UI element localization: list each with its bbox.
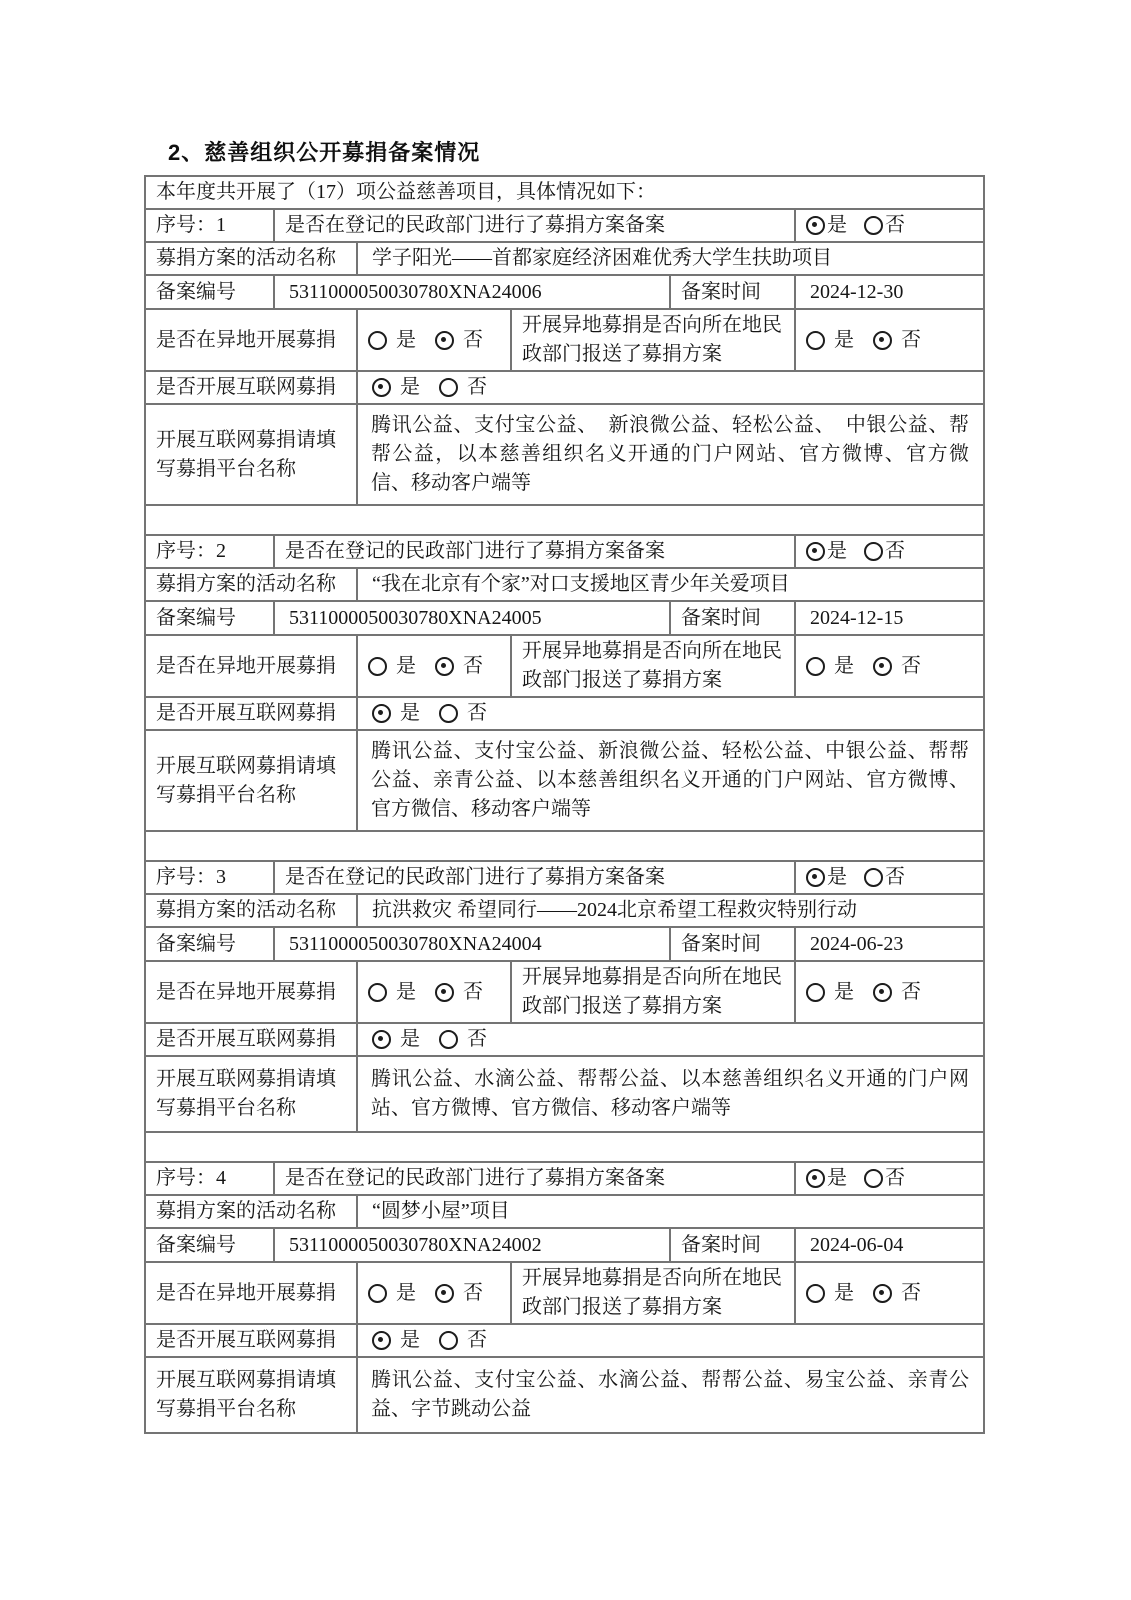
offsite-radio-group: [358, 1263, 512, 1325]
report-radio-yes: [806, 326, 854, 355]
record-block: [146, 536, 985, 862]
fundraising-filing-table: [144, 175, 985, 1434]
radio-yes-icon: [372, 378, 391, 397]
radio-no-icon: [435, 331, 454, 350]
seq-row: [146, 210, 985, 243]
offsite-label-cell: 是否在异地开展募捐: [146, 962, 358, 1024]
spacer-cell: [146, 832, 985, 862]
offsite-radio-group: [358, 310, 512, 372]
internet-radio-yes: [372, 1326, 420, 1355]
radio-no-label: 否: [901, 1281, 921, 1304]
platform-row: [146, 1057, 985, 1133]
activity-row: [146, 243, 985, 276]
internet-radio-no: [439, 1326, 487, 1355]
filed-radio-group: [796, 1163, 985, 1196]
radio-no-icon: [439, 704, 458, 723]
radio-yes-icon: [806, 1284, 825, 1303]
platform-names-text: 腾讯公益、支付宝公益、 新浪微公益、轻松公益、 中银公益、帮帮公益，以本慈善组织名义开通的门户网站、官方微博、官方微信、移动客户端等: [371, 414, 969, 494]
radio-yes-icon: [368, 983, 387, 1002]
seq-row: [146, 862, 985, 895]
offsite-label-cell: 是否在异地开展募捐: [146, 1263, 358, 1325]
record-block: [146, 1163, 985, 1434]
seq-row: [146, 536, 985, 569]
radio-yes-icon: [368, 1284, 387, 1303]
record-time-value-cell: 2024-12-30: [796, 276, 985, 310]
seq-cell: 序号：4: [146, 1163, 275, 1196]
platform-names-cell: [358, 405, 985, 506]
intro-text: 本年度共开展了（17）项公益慈善项目，具体情况如下：: [146, 177, 985, 210]
offsite-radio-group: [358, 636, 512, 698]
offsite-radio-yes: [368, 652, 416, 681]
activity-name-cell: “我在北京有个家”对口支援地区青少年关爱项目: [358, 569, 985, 602]
radio-no-label: 否: [467, 1329, 487, 1351]
activity-row: [146, 895, 985, 928]
internet-radio-yes: [372, 1025, 420, 1054]
record-no-row: [146, 276, 985, 310]
radio-no-icon: [864, 216, 883, 235]
offsite-radio-yes: [368, 326, 416, 355]
section-title: 2、慈善组织公开募捐备案情况: [168, 140, 481, 165]
radio-yes-icon: [806, 983, 825, 1002]
seq-cell: 序号：3: [146, 862, 275, 895]
record-no-row: [146, 1229, 985, 1263]
offsite-report-question-cell: 开展异地募捐是否向所在地民政部门报送了募捐方案: [512, 636, 796, 698]
radio-yes-icon: [806, 868, 825, 887]
record-no-label-cell: 备案编号: [146, 276, 275, 310]
radio-yes-icon: [806, 1169, 825, 1188]
offsite-report-question-cell: 开展异地募捐是否向所在地民政部门报送了募捐方案: [512, 962, 796, 1024]
activity-name-cell: 抗洪救灾 希望同行——2024北京希望工程救灾特别行动: [358, 895, 985, 928]
offsite-radio-group: [358, 962, 512, 1024]
record-no-row: [146, 928, 985, 962]
offsite-report-radio-group: [796, 1263, 985, 1325]
offsite-label-cell: 是否在异地开展募捐: [146, 636, 358, 698]
report-section: [144, 136, 985, 1434]
platform-names-cell: [358, 1057, 985, 1133]
offsite-radio-no: [435, 326, 483, 355]
offsite-report-radio-group: [796, 310, 985, 372]
radio-no-icon: [439, 378, 458, 397]
radio-no-label: 否: [885, 214, 905, 236]
internet-label-cell: 是否开展互联网募捐: [146, 1325, 358, 1358]
filed-radio-no: [864, 1164, 905, 1193]
record-time-label-cell: 备案时间: [671, 1229, 796, 1263]
internet-label-cell: 是否开展互联网募捐: [146, 372, 358, 405]
offsite-report-radio-group: [796, 636, 985, 698]
activity-name-cell: 学子阳光——首都家庭经济困难优秀大学生扶助项目: [358, 243, 985, 276]
radio-yes-label: 是: [827, 1167, 847, 1189]
filed-radio-no: [864, 863, 905, 892]
radio-yes-icon: [372, 704, 391, 723]
filed-radio-group: [796, 862, 985, 895]
internet-radio-group: [358, 1024, 985, 1057]
radio-yes-label: 是: [400, 1329, 420, 1351]
offsite-radio-no: [435, 978, 483, 1007]
radio-yes-label: 是: [827, 540, 847, 562]
record-time-label-cell: 备案时间: [671, 276, 796, 310]
filed-question-cell: 是否在登记的民政部门进行了募捐方案备案: [275, 862, 796, 895]
filed-radio-yes: [806, 211, 847, 240]
spacer-row: [146, 1133, 985, 1163]
radio-yes-icon: [806, 216, 825, 235]
platform-names-cell: [358, 1358, 985, 1434]
radio-no-label: 否: [463, 1281, 483, 1304]
radio-yes-icon: [372, 1331, 391, 1350]
report-radio-yes: [806, 652, 854, 681]
radio-no-label: 否: [885, 540, 905, 562]
record-time-label-cell: 备案时间: [671, 602, 796, 636]
record-no-label-cell: 备案编号: [146, 1229, 275, 1263]
radio-yes-label: 是: [400, 702, 420, 724]
radio-no-icon: [439, 1030, 458, 1049]
record-no-label-cell: 备案编号: [146, 602, 275, 636]
internet-radio-group: [358, 698, 985, 731]
internet-radio-yes: [372, 699, 420, 728]
radio-yes-label: 是: [834, 654, 854, 677]
radio-yes-label: 是: [834, 328, 854, 351]
radio-no-icon: [439, 1331, 458, 1350]
offsite-row: [146, 962, 985, 1024]
record-no-value-cell: 5311000050030780XNA24005: [275, 602, 671, 636]
record-no-value-cell: 5311000050030780XNA24004: [275, 928, 671, 962]
internet-row: [146, 1325, 985, 1358]
activity-row: [146, 569, 985, 602]
internet-radio-group: [358, 372, 985, 405]
radio-yes-label: 是: [834, 1281, 854, 1304]
filed-radio-yes: [806, 863, 847, 892]
filed-radio-yes: [806, 1164, 847, 1193]
internet-row: [146, 1024, 985, 1057]
internet-row: [146, 698, 985, 731]
offsite-radio-yes: [368, 978, 416, 1007]
record-time-value-cell: 2024-12-15: [796, 602, 985, 636]
filed-radio-no: [864, 211, 905, 240]
radio-no-icon: [873, 331, 892, 350]
radio-yes-label: 是: [396, 1281, 416, 1304]
radio-yes-label: 是: [827, 214, 847, 236]
internet-radio-yes: [372, 373, 420, 402]
radio-yes-icon: [372, 1030, 391, 1049]
radio-yes-label: 是: [396, 980, 416, 1003]
offsite-row: [146, 1263, 985, 1325]
record-time-label-cell: 备案时间: [671, 928, 796, 962]
radio-yes-label: 是: [396, 654, 416, 677]
offsite-row: [146, 636, 985, 698]
record-block: [146, 210, 985, 536]
platform-label-cell: 开展互联网募捐请填写募捐平台名称: [146, 731, 358, 832]
intro-row: [146, 177, 985, 210]
platform-label-cell: 开展互联网募捐请填写募捐平台名称: [146, 1057, 358, 1133]
radio-no-icon: [864, 868, 883, 887]
platform-label-cell: 开展互联网募捐请填写募捐平台名称: [146, 405, 358, 506]
radio-no-icon: [435, 1284, 454, 1303]
radio-no-label: 否: [901, 654, 921, 677]
filed-radio-group: [796, 210, 985, 243]
platform-row: [146, 405, 985, 506]
filed-question-cell: 是否在登记的民政部门进行了募捐方案备案: [275, 536, 796, 569]
offsite-radio-no: [435, 652, 483, 681]
offsite-report-question-cell: 开展异地募捐是否向所在地民政部门报送了募捐方案: [512, 310, 796, 372]
report-radio-no: [873, 652, 921, 681]
record-no-label-cell: 备案编号: [146, 928, 275, 962]
radio-yes-label: 是: [827, 866, 847, 888]
radio-yes-icon: [368, 331, 387, 350]
radio-no-icon: [873, 1284, 892, 1303]
radio-no-label: 否: [901, 328, 921, 351]
radio-no-icon: [873, 657, 892, 676]
platform-names-text: 腾讯公益、支付宝公益、水滴公益、帮帮公益、易宝公益、亲青公益、字节跳动公益: [371, 1369, 969, 1420]
activity-label-cell: 募捐方案的活动名称: [146, 243, 358, 276]
filed-radio-yes: [806, 537, 847, 566]
radio-no-label: 否: [463, 328, 483, 351]
radio-yes-label: 是: [396, 328, 416, 351]
seq-row: [146, 1163, 985, 1196]
spacer-row: [146, 832, 985, 862]
radio-no-label: 否: [885, 866, 905, 888]
internet-label-cell: 是否开展互联网募捐: [146, 1024, 358, 1057]
spacer-row: [146, 506, 985, 536]
report-radio-no: [873, 326, 921, 355]
internet-radio-no: [439, 373, 487, 402]
filed-question-cell: 是否在登记的民政部门进行了募捐方案备案: [275, 1163, 796, 1196]
filed-radio-group: [796, 536, 985, 569]
offsite-radio-yes: [368, 1279, 416, 1308]
radio-no-label: 否: [467, 376, 487, 398]
internet-row: [146, 372, 985, 405]
activity-label-cell: 募捐方案的活动名称: [146, 569, 358, 602]
platform-names-text: 腾讯公益、支付宝公益、新浪微公益、轻松公益、中银公益、帮帮公益、亲青公益、以本慈善组织名义开通的门户网站、官方微博、官方微信、移动客户端等: [371, 740, 969, 820]
record-block: [146, 862, 985, 1163]
spacer-cell: [146, 506, 985, 536]
internet-label-cell: 是否开展互联网募捐: [146, 698, 358, 731]
filed-radio-no: [864, 537, 905, 566]
platform-label-cell: 开展互联网募捐请填写募捐平台名称: [146, 1358, 358, 1434]
record-time-value-cell: 2024-06-04: [796, 1229, 985, 1263]
radio-yes-icon: [368, 657, 387, 676]
platform-names-text: 腾讯公益、水滴公益、帮帮公益、以本慈善组织名义开通的门户网站、官方微博、官方微信、移动客户端等: [371, 1068, 969, 1119]
report-radio-yes: [806, 978, 854, 1007]
radio-no-label: 否: [463, 980, 483, 1003]
radio-yes-label: 是: [400, 376, 420, 398]
offsite-label-cell: 是否在异地开展募捐: [146, 310, 358, 372]
offsite-report-question-cell: 开展异地募捐是否向所在地民政部门报送了募捐方案: [512, 1263, 796, 1325]
radio-no-icon: [864, 542, 883, 561]
radio-yes-label: 是: [834, 980, 854, 1003]
radio-yes-label: 是: [400, 1028, 420, 1050]
offsite-row: [146, 310, 985, 372]
internet-radio-no: [439, 1025, 487, 1054]
internet-radio-no: [439, 699, 487, 728]
radio-no-icon: [864, 1169, 883, 1188]
radio-no-label: 否: [901, 980, 921, 1003]
record-time-value-cell: 2024-06-23: [796, 928, 985, 962]
radio-no-icon: [873, 983, 892, 1002]
radio-yes-icon: [806, 657, 825, 676]
radio-yes-icon: [806, 542, 825, 561]
report-radio-yes: [806, 1279, 854, 1308]
platform-row: [146, 1358, 985, 1434]
radio-yes-icon: [806, 331, 825, 350]
report-radio-no: [873, 978, 921, 1007]
offsite-radio-no: [435, 1279, 483, 1308]
activity-label-cell: 募捐方案的活动名称: [146, 895, 358, 928]
platform-names-cell: [358, 731, 985, 832]
activity-label-cell: 募捐方案的活动名称: [146, 1196, 358, 1229]
platform-row: [146, 731, 985, 832]
activity-name-cell: “圆梦小屋”项目: [358, 1196, 985, 1229]
internet-radio-group: [358, 1325, 985, 1358]
radio-no-label: 否: [463, 654, 483, 677]
filed-question-cell: 是否在登记的民政部门进行了募捐方案备案: [275, 210, 796, 243]
radio-no-label: 否: [885, 1167, 905, 1189]
radio-no-icon: [435, 657, 454, 676]
seq-cell: 序号：1: [146, 210, 275, 243]
activity-row: [146, 1196, 985, 1229]
record-no-row: [146, 602, 985, 636]
report-radio-no: [873, 1279, 921, 1308]
radio-no-label: 否: [467, 1028, 487, 1050]
offsite-report-radio-group: [796, 962, 985, 1024]
radio-no-label: 否: [467, 702, 487, 724]
seq-cell: 序号：2: [146, 536, 275, 569]
record-no-value-cell: 5311000050030780XNA24002: [275, 1229, 671, 1263]
spacer-cell: [146, 1133, 985, 1163]
record-no-value-cell: 5311000050030780XNA24006: [275, 276, 671, 310]
radio-no-icon: [435, 983, 454, 1002]
